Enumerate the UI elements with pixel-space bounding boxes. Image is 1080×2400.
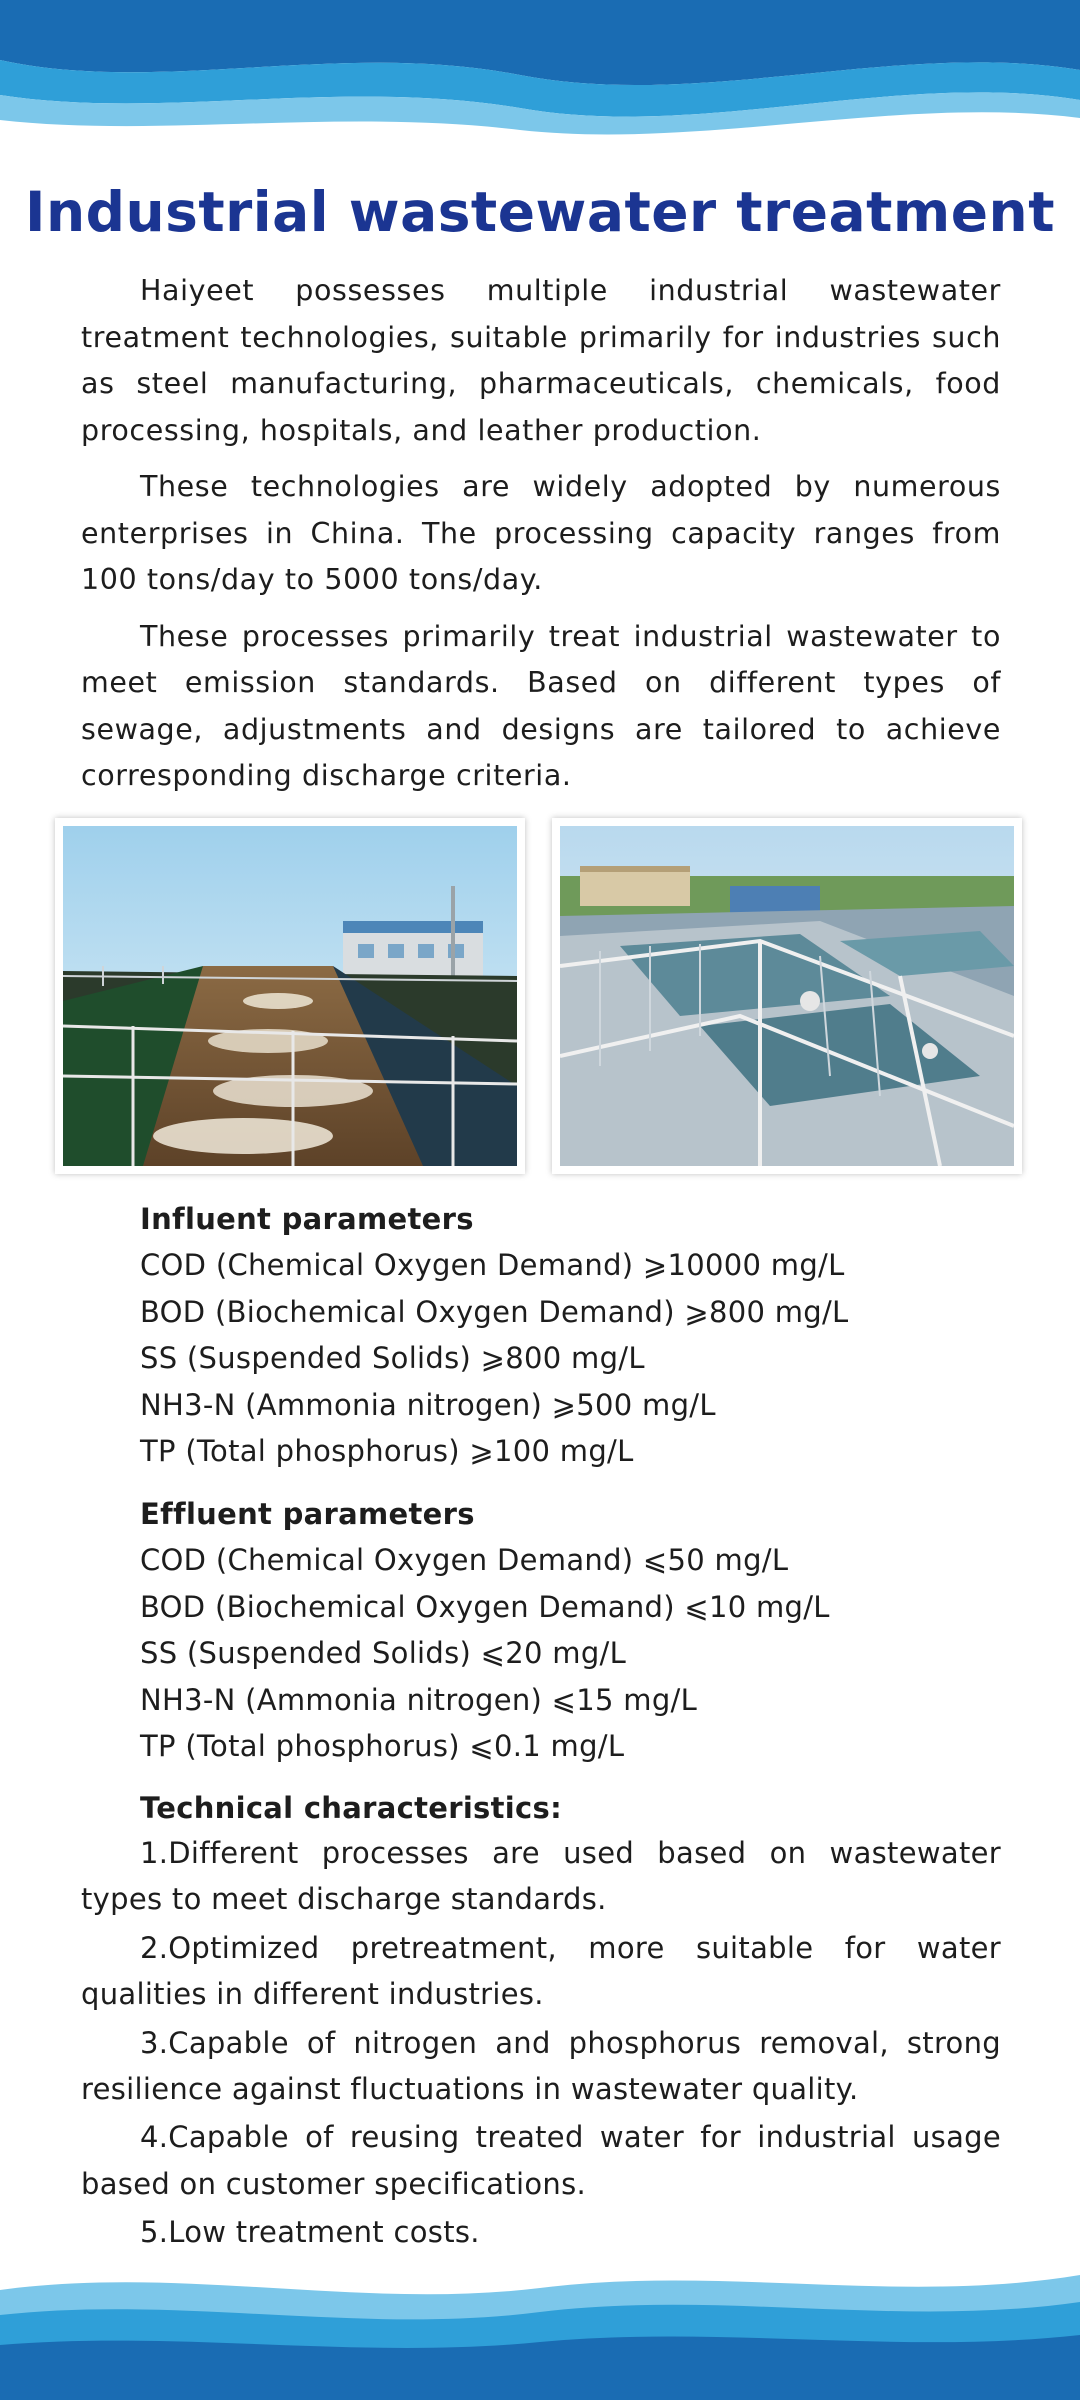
- influent-list: [140, 1242, 1020, 1474]
- effluent-heading: Effluent parameters: [140, 1497, 475, 1531]
- technical-item: 2.Optimized pretreatment, more suitable for water qualities in different industries.: [81, 1930, 1001, 2012]
- intro-text: [81, 268, 1001, 810]
- technical-item: 3.Capable of nitrogen and phosphorus removal, strong resilience against fluctuations in wastewater quality.: [81, 2025, 1001, 2107]
- influent-parameters: [140, 1196, 1020, 1474]
- influent-item: SS (Suspended Solids) ⩾800 mg/L: [140, 1341, 645, 1376]
- technical-item: 1.Different processes are used based on wastewater types to meet discharge standards.: [81, 1836, 1001, 1917]
- technical-heading: Technical characteristics:: [140, 1791, 562, 1825]
- effluent-item: NH3-N (Ammonia nitrogen) ⩽15 mg/L: [140, 1682, 698, 1717]
- influent-item: BOD (Biochemical Oxygen Demand) ⩾800 mg/L: [140, 1294, 849, 1329]
- treatment-plant-photo: [552, 818, 1022, 1174]
- effluent-item: SS (Suspended Solids) ⩽20 mg/L: [140, 1636, 627, 1671]
- influent-item: TP (Total phosphorus) ⩾100 mg/L: [140, 1434, 634, 1469]
- intro-paragraph: Haiyeet possesses multiple industrial wastewater treatment technologies, suitable primarily for industries such as steel manufacturing, pharmaceuticals, chemicals, food processing, hospitals, and leather production.: [81, 274, 1001, 447]
- technical-list: [81, 1830, 1001, 2256]
- effluent-item: BOD (Biochemical Oxygen Demand) ⩽10 mg/L: [140, 1589, 830, 1624]
- influent-item: COD (Chemical Oxygen Demand) ⩾10000 mg/L: [140, 1248, 845, 1283]
- page-title: Industrial wastewater treatment: [25, 180, 1055, 244]
- effluent-item: COD (Chemical Oxygen Demand) ⩽50 mg/L: [140, 1543, 789, 1578]
- effluent-item: TP (Total phosphorus) ⩽0.1 mg/L: [140, 1729, 625, 1764]
- effluent-parameters: [140, 1491, 1020, 1769]
- technical-characteristics: [81, 1786, 1001, 2258]
- influent-heading: Influent parameters: [140, 1202, 474, 1236]
- intro-paragraph: These technologies are widely adopted by numerous enterprises in China. The processing capacity ranges from 100 tons/day to 5000 tons/day.: [81, 470, 1001, 596]
- bottom-wave-decoration: [0, 2250, 1080, 2400]
- aeration-tank-photo: [55, 818, 525, 1174]
- intro-paragraph: These processes primarily treat industrial wastewater to meet emission standards. Based on different types of sewage, adjustments and designs are tailored to achieve corresponding discharge criteria.: [81, 619, 1001, 792]
- technical-item: 5.Low treatment costs.: [140, 2215, 480, 2250]
- technical-item: 4.Capable of reusing treated water for industrial usage based on customer specifications.: [81, 2120, 1001, 2201]
- influent-item: NH3-N (Ammonia nitrogen) ⩾500 mg/L: [140, 1387, 716, 1422]
- effluent-list: [140, 1537, 1020, 1769]
- top-wave-decoration: [0, 0, 1080, 150]
